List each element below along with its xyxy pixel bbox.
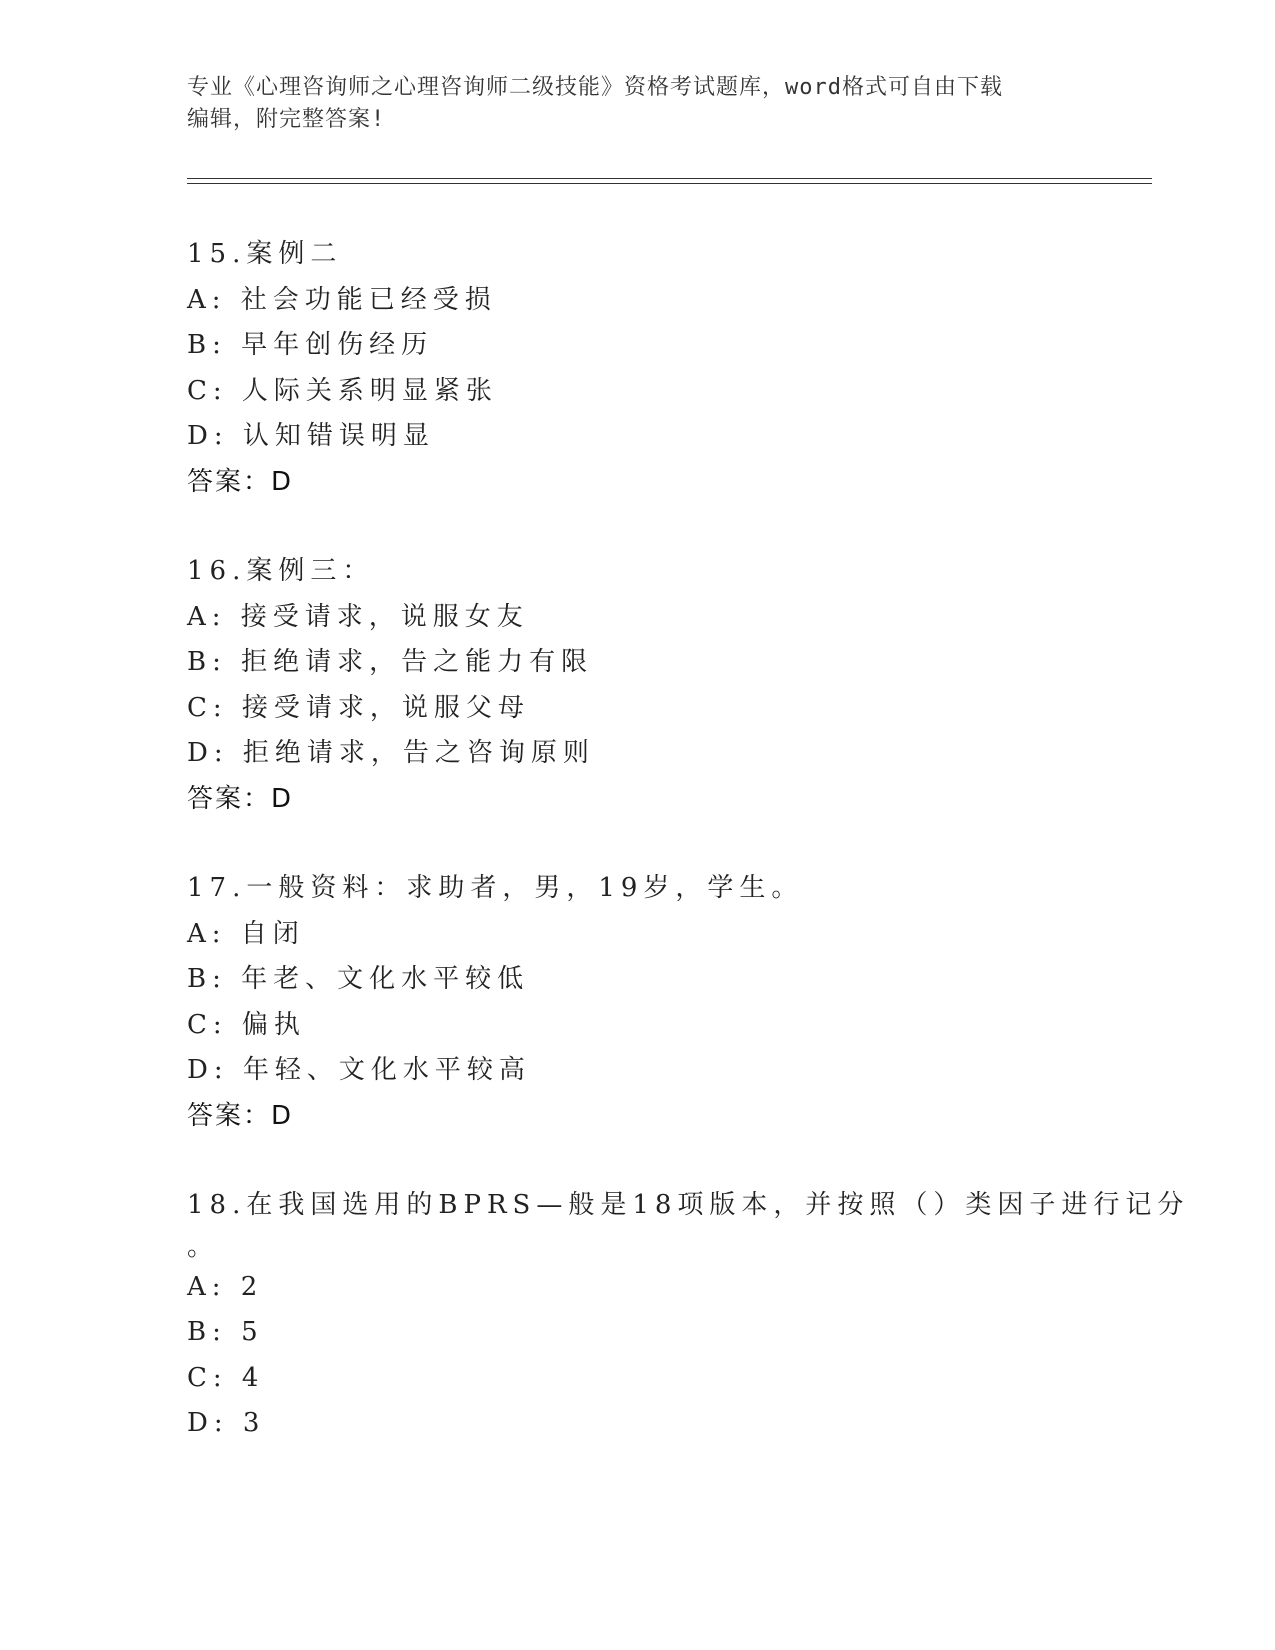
question-17 (187, 866, 1087, 1139)
option-a: A: 接受请求，说服女友 (187, 601, 529, 632)
header-line-2: 编辑，附完整答案! (187, 107, 386, 132)
answer-label: 答案：D (187, 466, 294, 497)
option-c: C: 偏执 (187, 1009, 306, 1040)
answer-label: 答案：D (187, 783, 294, 814)
question-stem: 15.案例二 (187, 239, 343, 269)
option-a: A: 自闭 (187, 918, 305, 949)
header-divider (187, 178, 1152, 184)
option-b: B: 5 (187, 1317, 264, 1347)
question-stem-tail: 。 (187, 1231, 220, 1262)
option-a: A: 2 (187, 1271, 264, 1302)
question-stem: 16.案例三： (187, 556, 375, 586)
question-16 (187, 549, 1087, 822)
question-15 (187, 232, 1087, 505)
question-18 (187, 1183, 1190, 1447)
option-c: C: 人际关系明显紧张 (187, 375, 498, 406)
option-c: C: 接受请求，说服父母 (187, 692, 530, 723)
option-d: D: 年轻、文化水平较高 (187, 1055, 531, 1085)
option-b: B: 早年创伤经历 (187, 330, 434, 360)
option-c: C: 4 (187, 1362, 265, 1393)
question-stem: 17.一般资料：求助者，男，19岁，学生。 (187, 873, 804, 903)
option-b: B: 拒绝请求，告之能力有限 (187, 647, 594, 677)
question-stem: 18.在我国选用的BPRS—般是18项版本，并按照（）类因子进行记分 (187, 1190, 1190, 1220)
option-d: D: 拒绝请求，告之咨询原则 (187, 738, 595, 768)
option-d: D: 3 (187, 1408, 266, 1438)
header-line-1: 专业《心理咨询师之心理咨询师二级技能》资格考试题库，word格式可自由下载 (187, 75, 1003, 100)
option-b: B: 年老、文化水平较低 (187, 964, 530, 994)
document-header (187, 72, 1067, 136)
question-list (187, 232, 1190, 1491)
option-a: A: 社会功能已经受损 (187, 284, 497, 315)
answer-label: 答案：D (187, 1100, 294, 1131)
option-d: D: 认知错误明显 (187, 421, 435, 451)
